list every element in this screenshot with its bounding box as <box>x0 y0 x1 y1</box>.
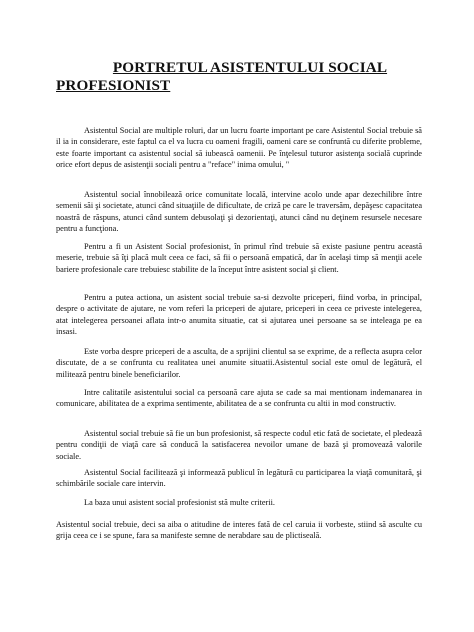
paragraph-10: Asistentul social trebuie, deci sa aiba o atitudine de interes fată de cel caruia ii vorbeste, stiind să asculte cu grija ceea ce i se spune, fara sa manifeste semne de nerabdare sau de plictiseală. <box>56 520 422 541</box>
paragraph-3: Pentru a fi un Asistent Social profesionist, în primul rînd trebuie să existe pasiune pentru această meserie, trebuie să îţi placă mult ceea ce faci, să fii o persoană empatică, dar în acelaşi timp să menţii acele bariere profesionale care trebuiesc stabilite de la început între asistent social şi client. <box>56 242 422 274</box>
paragraph-2: Asistentul social înnobilează orice comunitate locală, intervine acolo unde apar dezechilibre între semenii săi şi societate, atunci când situaţiile de dificultate, de criză pe care le traversăm, depăşesc capacitatea noastră de răspuns, atunci când suntem debusolaţi şi dezorientaţi, atunci când nu deţinem resursele necesare pentru a funcţiona. <box>56 190 422 233</box>
document-title-line-1: PORTRETUL ASISTENTULUI SOCIAL <box>112 59 388 76</box>
paragraph-6: Intre calitatile asistentului social ca persoană care ajuta se cade sa mai mentionam indemanarea in comunicare, abilitatea de a exprima sentimente, abilitatea de a se confrunta cu altii in mod constructiv. <box>56 388 422 409</box>
paragraph-7: Asistentul social trebuie să fie un bun profesionist, să respecte codul etic fată de societate, el pledează pentru condiţii de viaţă care să conducă la satisfacerea nevoilor umane de bază şi promovează valorile sociale. <box>56 429 422 461</box>
paragraph-9: La baza unui asistent social profesionist stă multe criterii. <box>84 498 276 507</box>
paragraph-5: Este vorba despre priceperi de a asculta, de a sprijini clientul sa se exprime, de a reflecta asupra celor discutate, de a se confrunta cu realitatea unei anumite situatii.Asistentul social este omul de legătură, el militează pentru binele beneficiarilor. <box>56 347 422 379</box>
document-title-line-2: PROFESIONIST <box>56 77 171 94</box>
paragraph-8: Asistentul Social facilitează şi informează publicul în legătură cu participarea la viaţă comunitară, şi schimbările sociale care intervin. <box>56 468 422 489</box>
paragraph-1: Asistentul Social are multiple roluri, dar un lucru foarte important pe care Asistentul Social trebuie să il ia in considerare, este faptul ca el va lucra cu oameni fragili, oameni care se confruntă cu diferite probleme, este foarte important ca asistentul social să iubească oamenii. Pe înţelesul tuturor asistenţa socială cuprinde orice efort depus de asistenţii sociali pentru a "reface" inima omului, " <box>56 126 422 169</box>
paragraph-4: Pentru a putea actiona, un asistent social trebuie sa-si dezvolte priceperi, fiind vorba, in principal, despre o activitate de ajutare, ne vom referi la priceperi de ajutare, priceperi in ceea ce priveste intelegerea, atat intelegerea persoanei aflata intr-o anumita situatie, cat si ajutarea unei persoane sa se inteleaga pe ea insasi. <box>56 293 422 336</box>
